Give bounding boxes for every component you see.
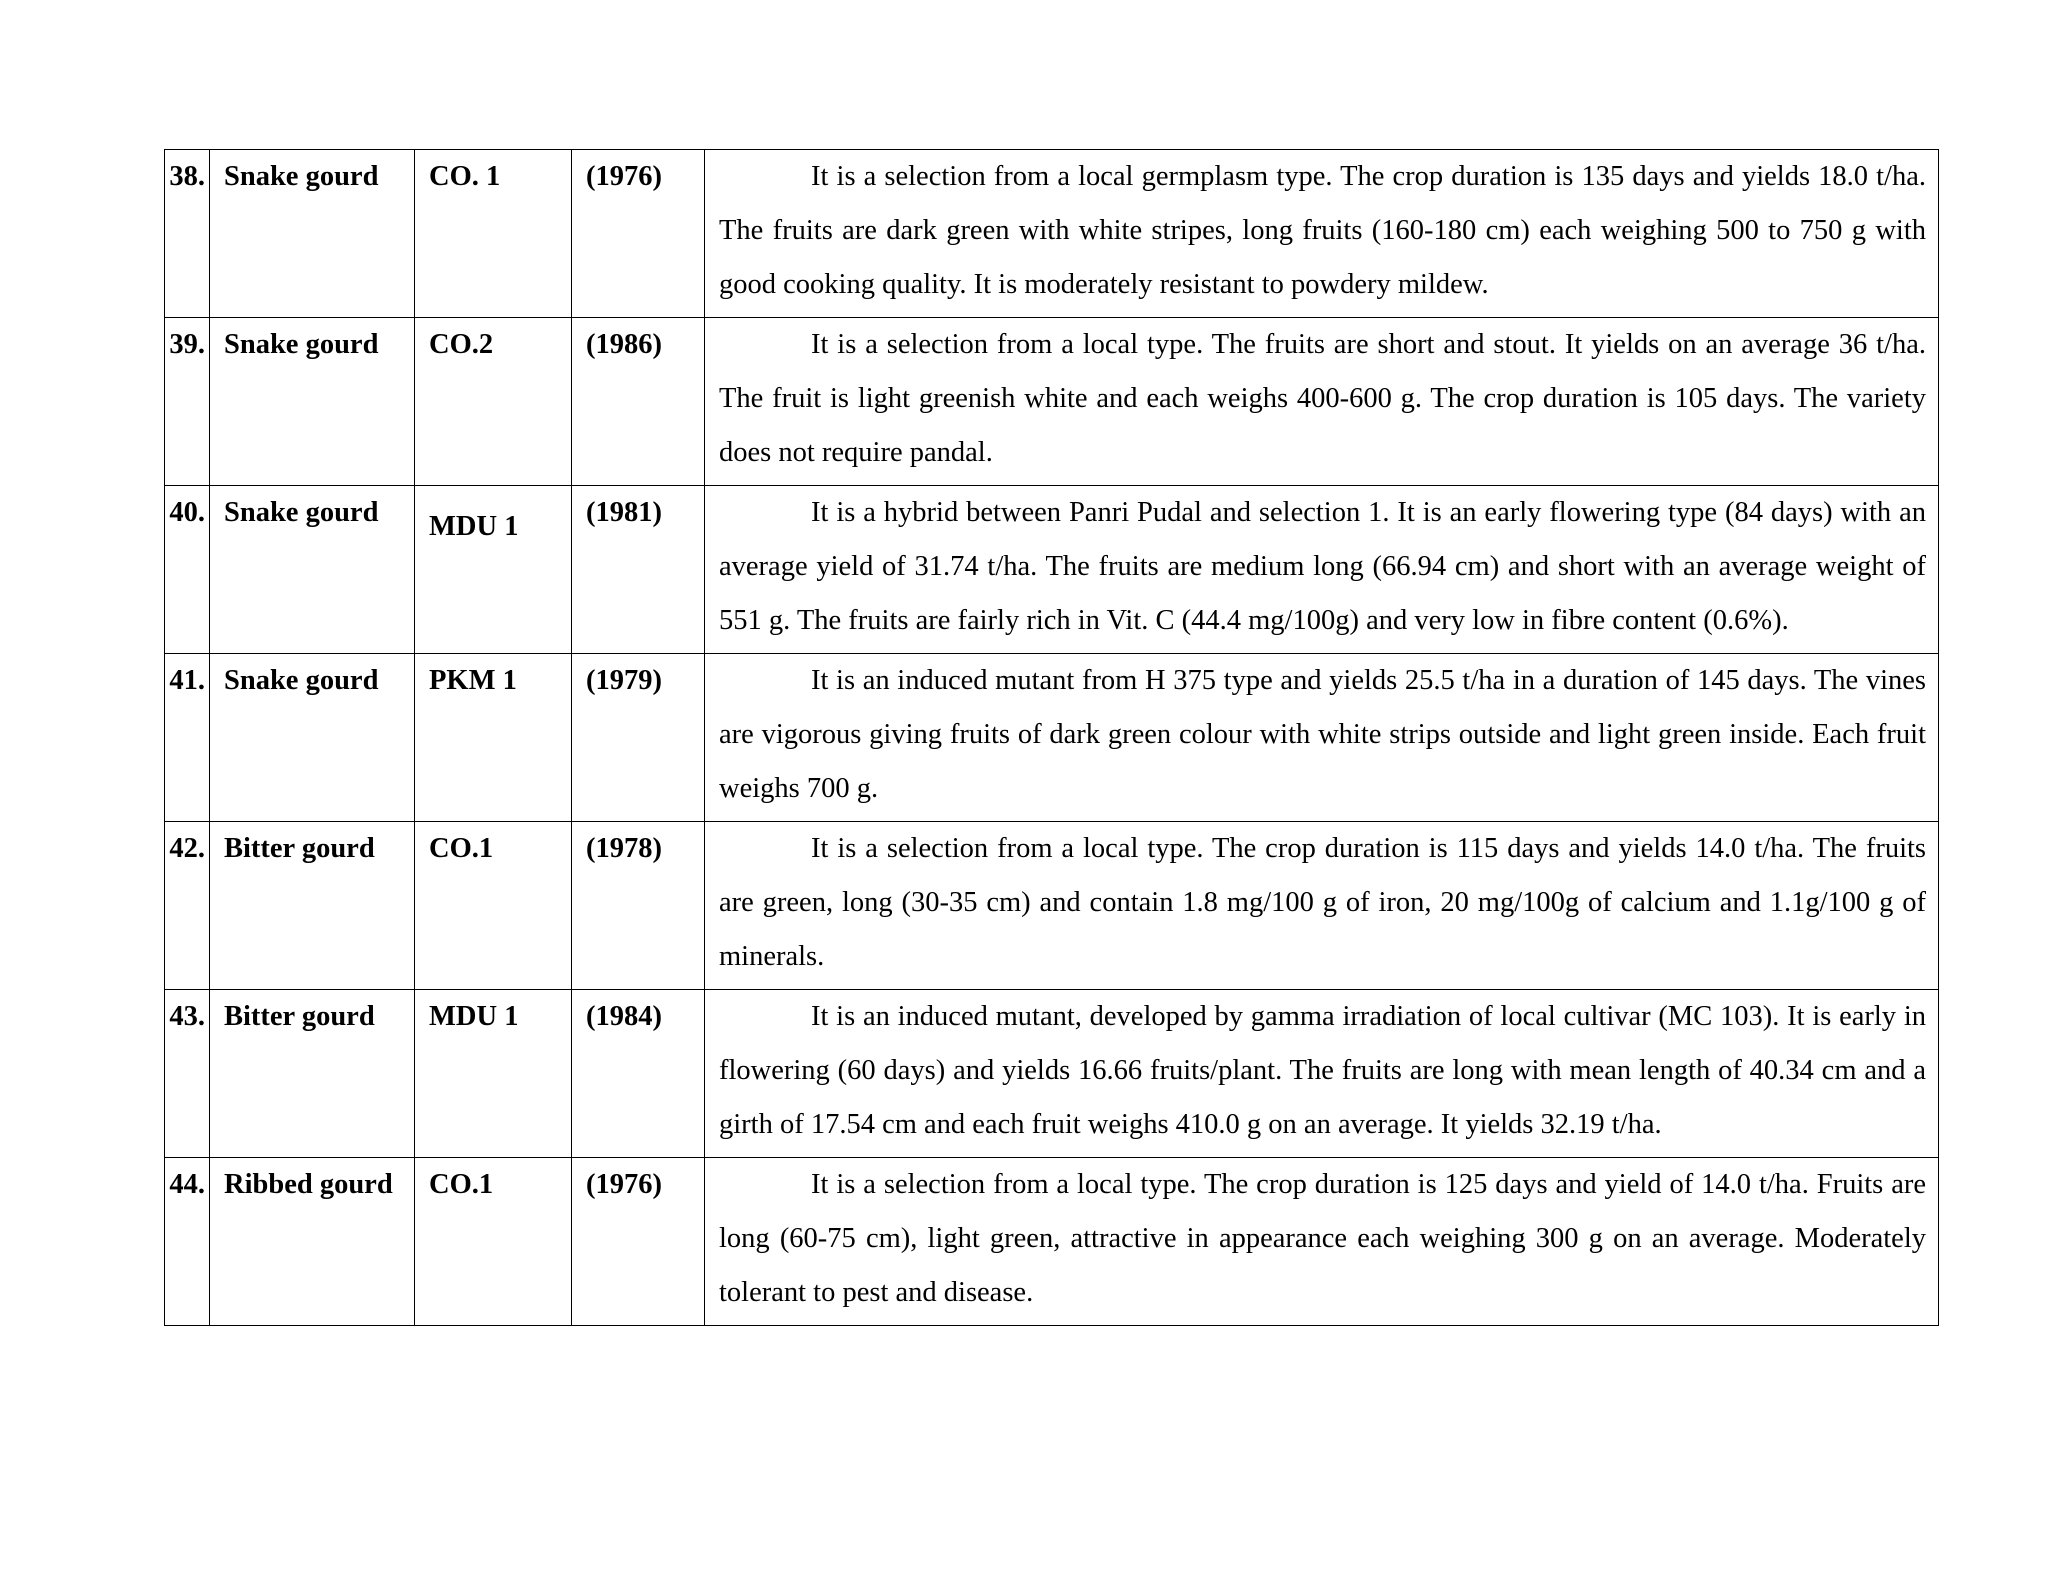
release-year: (1981) — [572, 486, 705, 654]
table-row — [165, 990, 1939, 1158]
table-row — [165, 654, 1939, 822]
row-number: 38. — [165, 150, 210, 318]
variety-name: CO.1 — [415, 1158, 572, 1326]
release-year: (1984) — [572, 990, 705, 1158]
description-text: It is a selection from a local type. The crop duration is 115 days and yields 14.0 t/ha. The fruits are green, long (30-35 cm) and contain 1.8 mg/100 g of iron, 20 mg/100g of calcium and 1.1g/100 g of minerals. — [719, 833, 1926, 972]
description-text: It is a hybrid between Panri Pudal and selection 1. It is an early flowering type (84 days) with an average yield of 31.74 t/ha. The fruits are medium long (66.94 cm) and short with an average weight of 551 g. The fruits are fairly rich in Vit. C (44.4 mg/100g) and very low in fibre content (0.6%). — [719, 497, 1926, 636]
crop-name: Snake gourd — [210, 486, 415, 654]
variety-name: MDU 1 — [415, 990, 572, 1158]
variety-description — [705, 318, 1939, 486]
variety-description — [705, 150, 1939, 318]
table-row — [165, 486, 1939, 654]
row-number: 41. — [165, 654, 210, 822]
release-year: (1976) — [572, 1158, 705, 1326]
variety-description — [705, 654, 1939, 822]
release-year: (1978) — [572, 822, 705, 990]
row-number: 42. — [165, 822, 210, 990]
description-text: It is a selection from a local germplasm type. The crop duration is 135 days and yields 18.0 t/ha. The fruits are dark green with white stripes, long fruits (160-180 cm) each weighing 500 to 750 g with good cooking quality. It is moderately resistant to powdery mildew. — [719, 161, 1926, 300]
row-number: 43. — [165, 990, 210, 1158]
description-text: It is a selection from a local type. The crop duration is 125 days and yield of 14.0 t/ha. Fruits are long (60-75 cm), light green, attractive in appearance each weighing 300 g on an average. Moderately tolerant to pest and disease. — [719, 1169, 1926, 1308]
table-row — [165, 1158, 1939, 1326]
release-year: (1979) — [572, 654, 705, 822]
crop-name: Bitter gourd — [210, 822, 415, 990]
variety-name: CO.2 — [415, 318, 572, 486]
variety-description — [705, 486, 1939, 654]
variety-description — [705, 1158, 1939, 1326]
variety-name: MDU 1 — [415, 486, 572, 654]
description-text: It is a selection from a local type. The fruits are short and stout. It yields on an average 36 t/ha. The fruit is light greenish white and each weighs 400-600 g. The crop duration is 105 days. The variety does not require pandal. — [719, 329, 1926, 468]
row-number: 44. — [165, 1158, 210, 1326]
variety-table — [164, 149, 1939, 1326]
release-year: (1986) — [572, 318, 705, 486]
variety-name: CO. 1 — [415, 150, 572, 318]
table-row — [165, 318, 1939, 486]
table-row — [165, 822, 1939, 990]
variety-name: CO.1 — [415, 822, 572, 990]
description-text: It is an induced mutant from H 375 type and yields 25.5 t/ha in a duration of 145 days. The vines are vigorous giving fruits of dark green colour with white strips outside and light green inside. Each fruit weighs 700 g. — [719, 665, 1926, 804]
crop-name: Snake gourd — [210, 318, 415, 486]
row-number: 39. — [165, 318, 210, 486]
crop-name: Snake gourd — [210, 150, 415, 318]
variety-name: PKM 1 — [415, 654, 572, 822]
description-text: It is an induced mutant, developed by gamma irradiation of local cultivar (MC 103). It is early in flowering (60 days) and yields 16.66 fruits/plant. The fruits are long with mean length of 40.34 cm and a girth of 17.54 cm and each fruit weighs 410.0 g on an average. It yields 32.19 t/ha. — [719, 1001, 1926, 1140]
crop-name: Snake gourd — [210, 654, 415, 822]
crop-name: Bitter gourd — [210, 990, 415, 1158]
release-year: (1976) — [572, 150, 705, 318]
variety-description — [705, 822, 1939, 990]
variety-description — [705, 990, 1939, 1158]
crop-name: Ribbed gourd — [210, 1158, 415, 1326]
row-number: 40. — [165, 486, 210, 654]
table-row — [165, 150, 1939, 318]
